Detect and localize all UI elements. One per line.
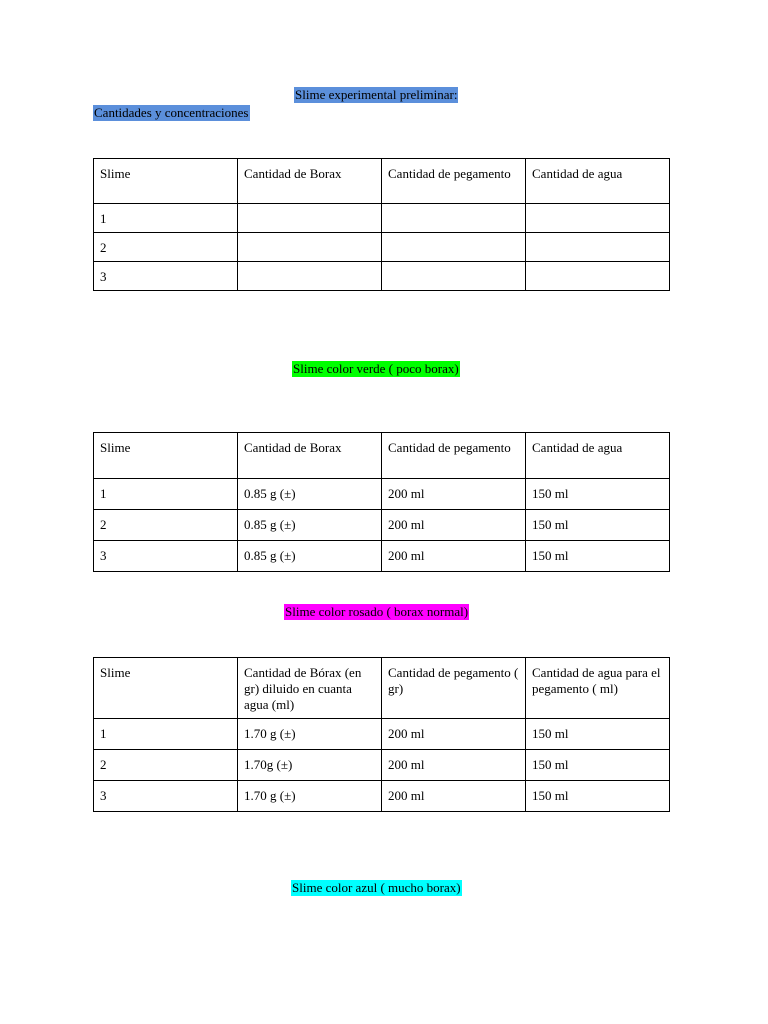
table-cell: 1.70 g (±): [238, 781, 382, 812]
table-cell: 1: [94, 719, 238, 750]
table-cell: [526, 233, 670, 262]
section-heading-green: Slime color verde ( poco borax): [293, 361, 459, 376]
table-cell: 3: [94, 541, 238, 572]
table-header-cell: Cantidad de agua: [526, 159, 670, 204]
table-cell: 200 ml: [382, 510, 526, 541]
table-header-cell: Cantidad de pegamento: [382, 159, 526, 204]
table-cell: 200 ml: [382, 719, 526, 750]
table-cell: 3: [94, 262, 238, 291]
document-subtitle: Cantidades y concentraciones: [94, 105, 249, 120]
table-row: [94, 719, 670, 750]
table-cell: 2: [94, 233, 238, 262]
table-cell: 150 ml: [526, 479, 670, 510]
document-title: Slime experimental preliminar:: [295, 87, 458, 102]
table-cell: 200 ml: [382, 781, 526, 812]
table-header-cell: Cantidad de agua para el pegamento ( ml): [526, 658, 670, 719]
table-header-row: [94, 159, 670, 204]
table-preliminary: [93, 158, 670, 291]
table-row: [94, 479, 670, 510]
table-cell: 200 ml: [382, 479, 526, 510]
table-cell: [382, 262, 526, 291]
table-header-cell: Slime: [94, 658, 238, 719]
table-cell: [238, 233, 382, 262]
table-header-cell: Slime: [94, 433, 238, 479]
table-header-cell: Cantidad de agua: [526, 433, 670, 479]
table-cell: 150 ml: [526, 719, 670, 750]
table-header-cell: Cantidad de pegamento: [382, 433, 526, 479]
table-header-cell: Cantidad de Bórax (en gr) diluido en cuanta agua (ml): [238, 658, 382, 719]
section-heading-pink: Slime color rosado ( borax normal): [285, 604, 469, 619]
table-cell: 1: [94, 204, 238, 233]
table-cell: 0.85 g (±): [238, 510, 382, 541]
table-row: [94, 781, 670, 812]
table-header-cell: Cantidad de pegamento ( gr): [382, 658, 526, 719]
table-cell: 1.70 g (±): [238, 719, 382, 750]
table-cell: [526, 204, 670, 233]
table-cell: [382, 233, 526, 262]
table-cell: 2: [94, 510, 238, 541]
table-row: [94, 233, 670, 262]
table-green-slime: [93, 432, 670, 572]
table-cell: 150 ml: [526, 750, 670, 781]
table-cell: 150 ml: [526, 781, 670, 812]
table-row: [94, 510, 670, 541]
table-cell: 0.85 g (±): [238, 479, 382, 510]
table-row: [94, 204, 670, 233]
table-header-cell: Slime: [94, 159, 238, 204]
table-cell: 0.85 g (±): [238, 541, 382, 572]
table-cell: 3: [94, 781, 238, 812]
table-cell: [238, 262, 382, 291]
table-cell: [238, 204, 382, 233]
table-header-cell: Cantidad de Borax: [238, 159, 382, 204]
table-header-row: [94, 433, 670, 479]
table-row: [94, 750, 670, 781]
table-pink-slime: [93, 657, 670, 812]
table-header-cell: Cantidad de Borax: [238, 433, 382, 479]
table-cell: 2: [94, 750, 238, 781]
table-cell: [526, 262, 670, 291]
table-cell: 1: [94, 479, 238, 510]
section-heading-cyan: Slime color azul ( mucho borax): [292, 880, 461, 895]
table-cell: 200 ml: [382, 541, 526, 572]
table-header-row: [94, 658, 670, 719]
table-cell: [382, 204, 526, 233]
table-cell: 200 ml: [382, 750, 526, 781]
table-cell: 1.70g (±): [238, 750, 382, 781]
table-cell: 150 ml: [526, 541, 670, 572]
table-cell: 150 ml: [526, 510, 670, 541]
table-row: [94, 262, 670, 291]
table-row: [94, 541, 670, 572]
